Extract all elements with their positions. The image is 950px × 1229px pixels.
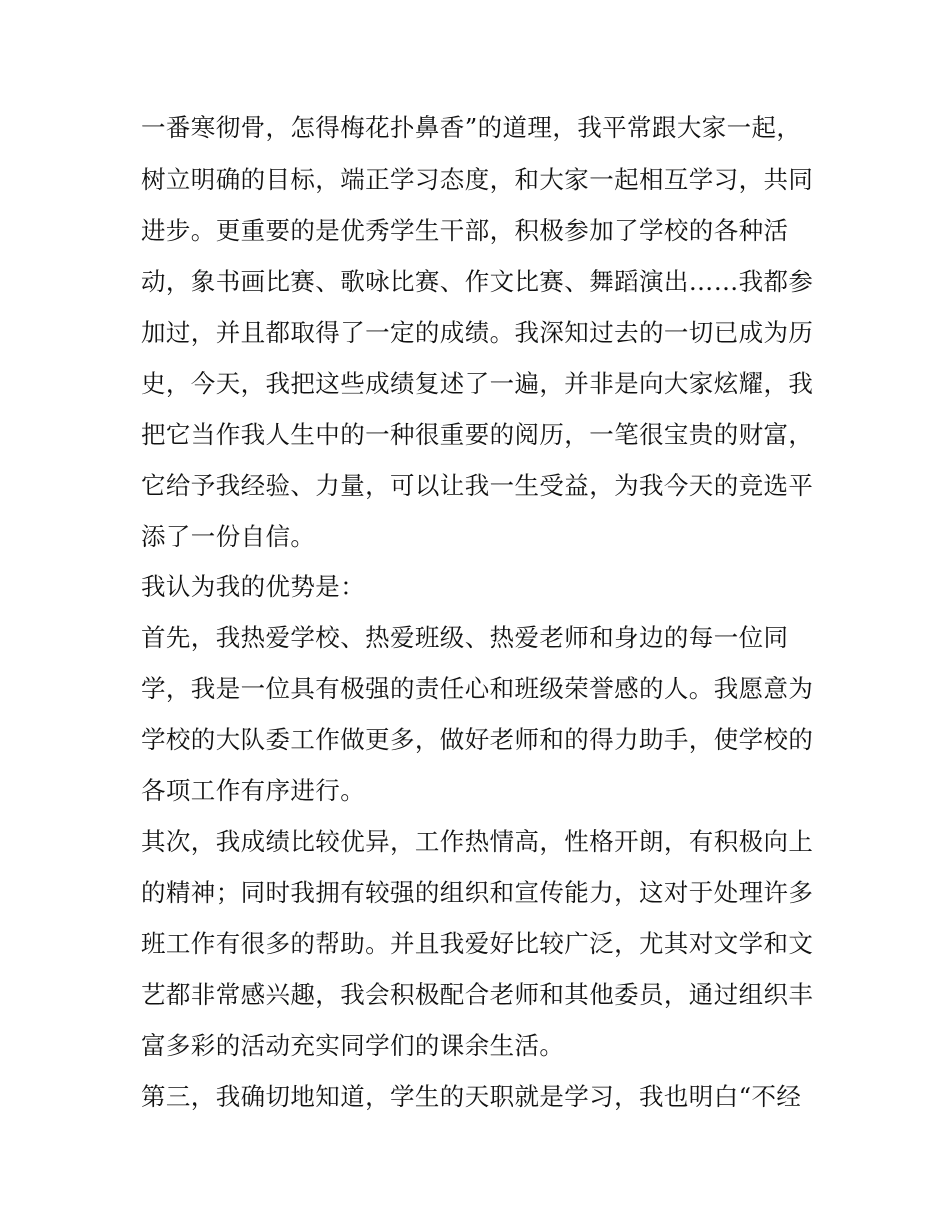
text-line: 加过，并且都取得了一定的成绩。我深知过去的一切已成为历 <box>141 318 814 347</box>
text-line: 学，我是一位具有极强的责任心和班级荣誉感的人。我愿意为 <box>141 674 814 703</box>
text-line: 富多彩的活动充实同学们的课余生活。 <box>141 1031 565 1060</box>
text-line: 史，今天，我把这些成绩复述了一遍，并非是向大家炫耀，我 <box>141 369 814 398</box>
text-line: 一番寒彻骨，怎得梅花扑鼻香”的道理，我平常跟大家一起， <box>141 113 802 142</box>
text-line: 我认为我的优势是： <box>141 572 366 601</box>
text-line: 进步。更重要的是优秀学生干部，积极参加了学校的各种活 <box>141 216 789 245</box>
text-line: 各项工作有序进行。 <box>141 776 366 805</box>
text-line: 树立明确的目标，端正学习态度，和大家一起相互学习，共同 <box>141 165 814 194</box>
text-line: 学校的大队委工作做更多，做好老师和的得力助手，使学校的 <box>141 725 814 754</box>
text-line: 其次，我成绩比较优异，工作热情高，性格开朗，有积极向上 <box>141 827 814 856</box>
text-line: 艺都非常感兴趣，我会积极配合老师和其他委员，通过组织丰 <box>141 980 814 1009</box>
text-line: 首先，我热爱学校、热爱班级、热爱老师和身边的每一位同 <box>141 623 789 652</box>
text-line: 第三，我确切地知道，学生的天职就是学习，我也明白“不经 <box>141 1082 802 1111</box>
text-line: 动，象书画比赛、歌咏比赛、作文比赛、舞蹈演出……我都参 <box>141 267 814 296</box>
text-line: 添了一份自信。 <box>141 522 316 551</box>
text-line: 班工作有很多的帮助。并且我爱好比较广泛，尤其对文学和文 <box>141 929 814 958</box>
text-line: 的精神；同时我拥有较强的组织和宣传能力，这对于处理许多 <box>141 878 814 907</box>
text-line: 它给予我经验、力量，可以让我一生受益，为我今天的竞选平 <box>141 471 814 500</box>
text-line: 把它当作我人生中的一种很重要的阅历，一笔很宝贵的财富， <box>141 420 814 449</box>
